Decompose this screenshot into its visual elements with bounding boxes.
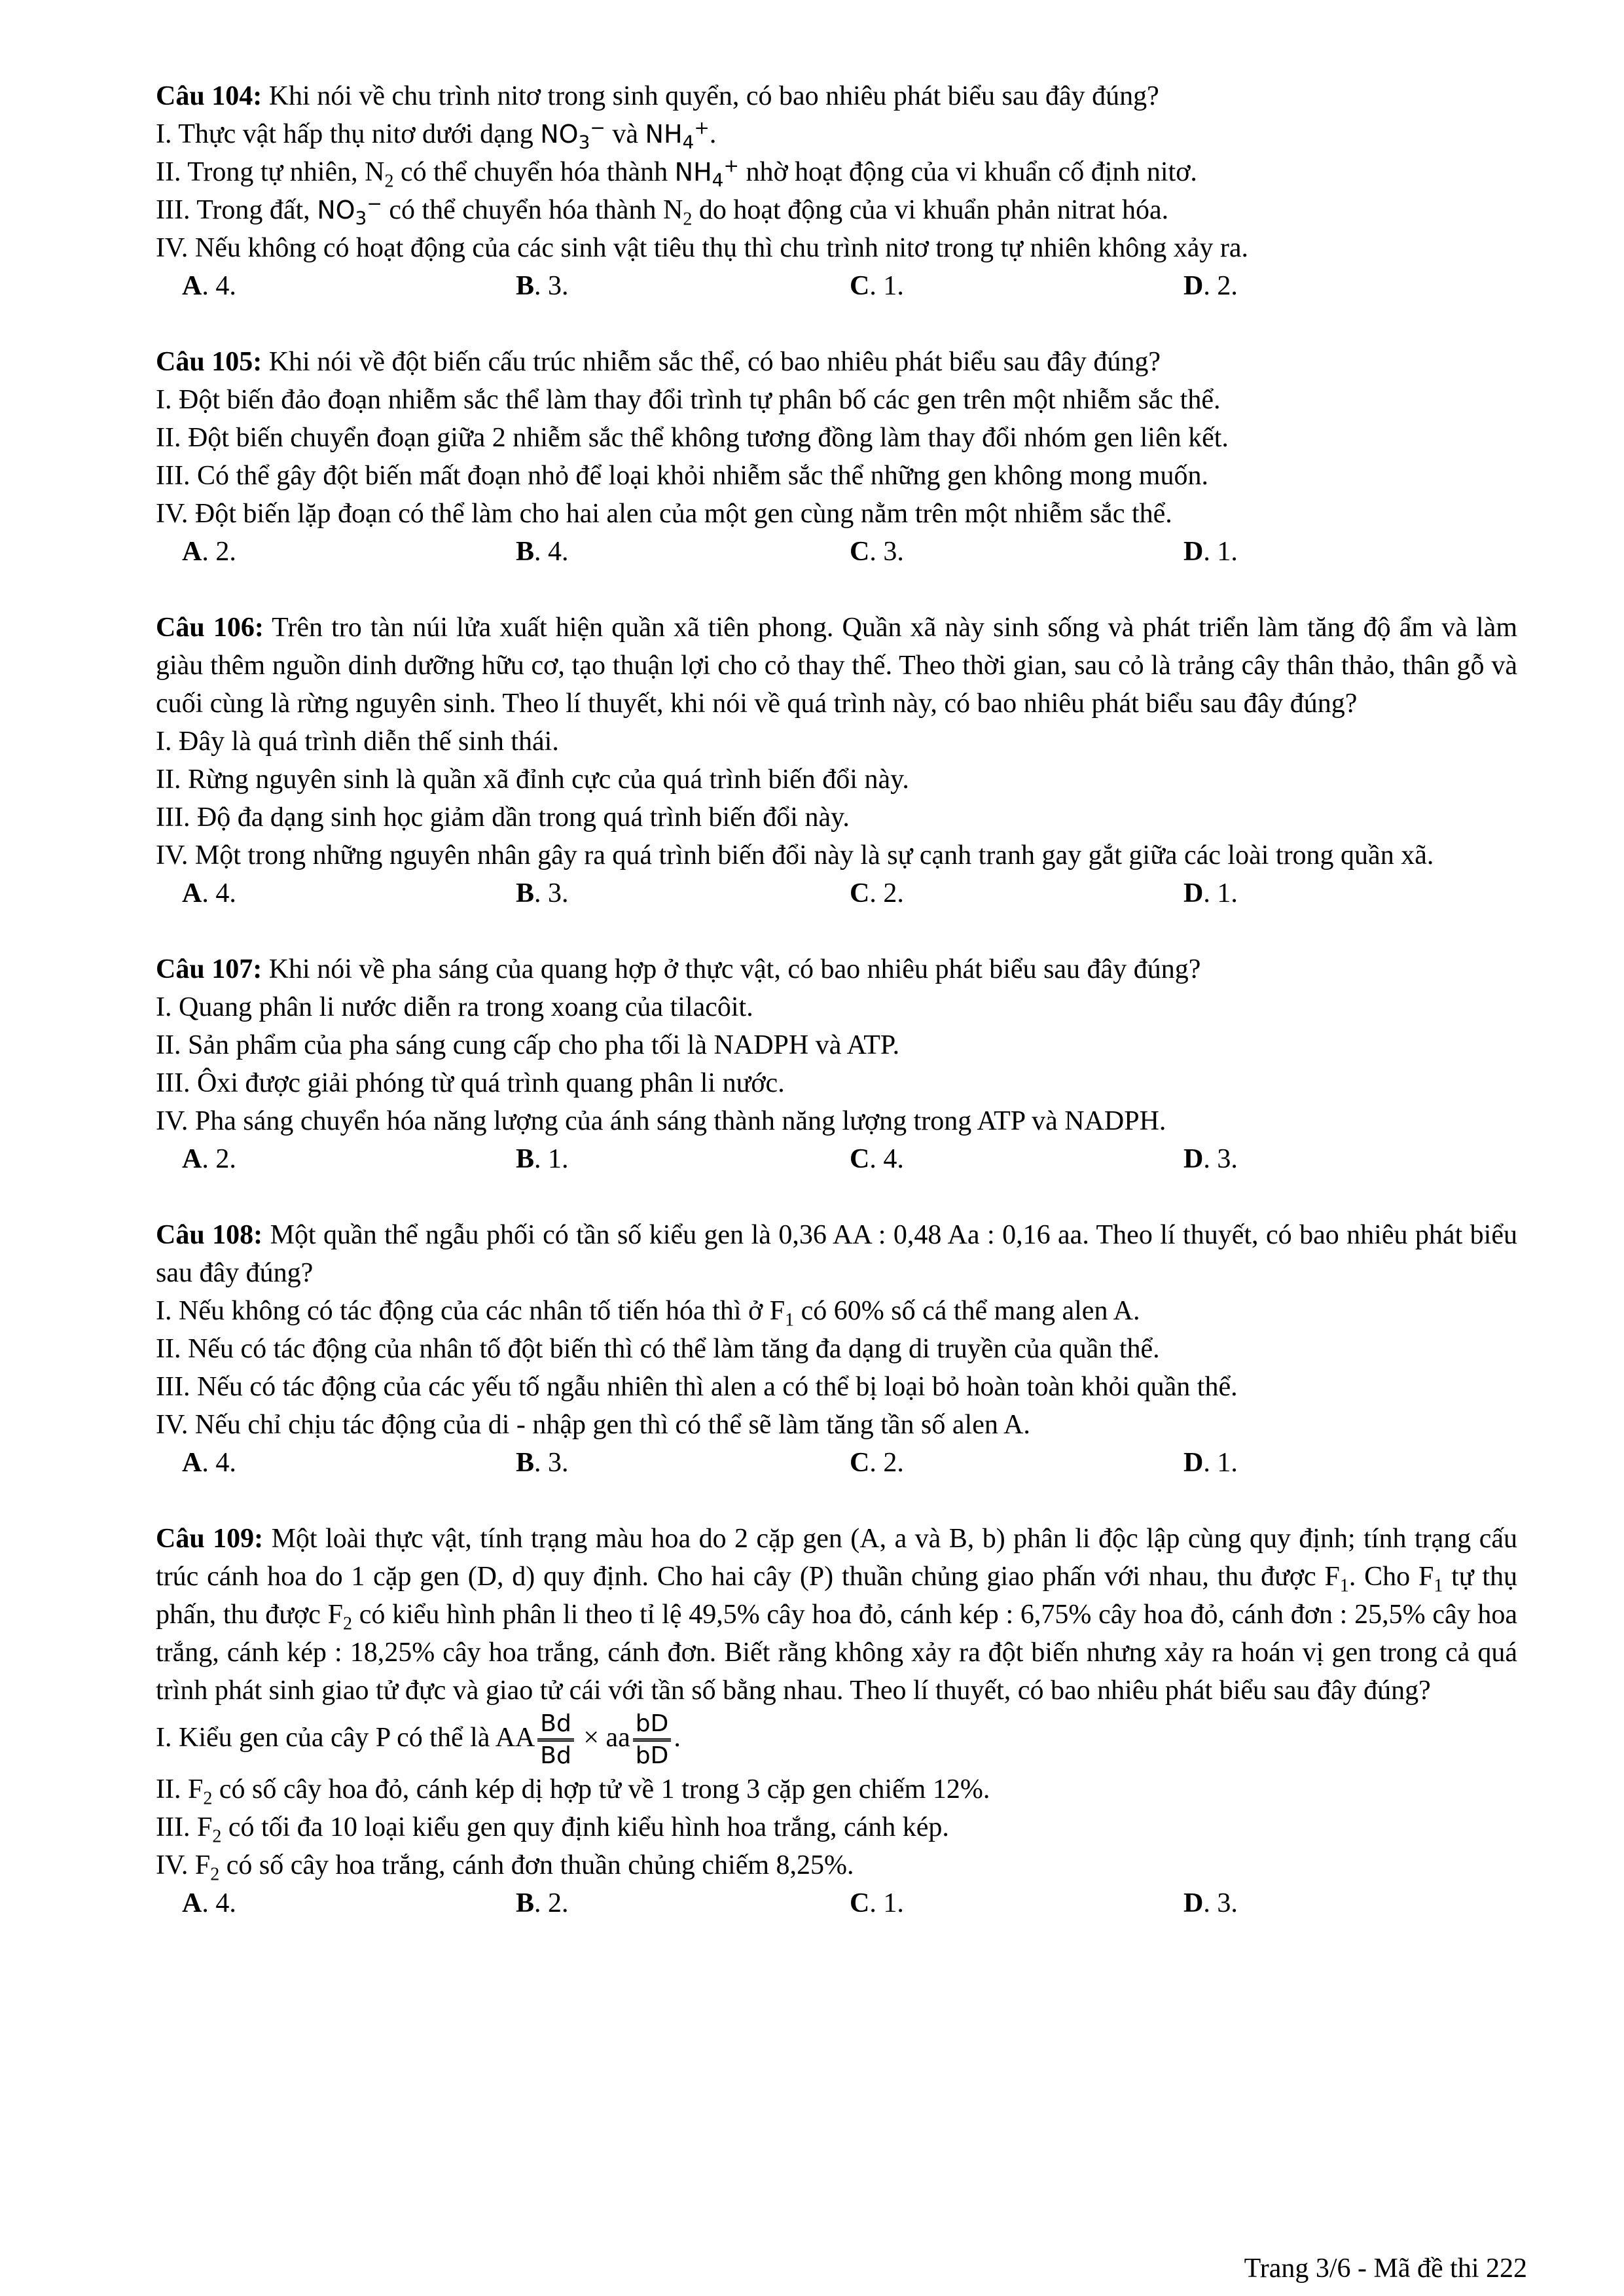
- option-c[interactable]: C. 3.: [850, 537, 904, 567]
- question-106: [156, 609, 1517, 912]
- statement-3: III. Trong đất, $NO_3^-$ có thể chuyển hóa thành $N_2$ do hoạt động của vi khuẩn phản nitrat hóa.: [156, 192, 1169, 230]
- genotype-fraction: $\frac{bD}{bD}$: [633, 1710, 672, 1770]
- option-a[interactable]: A. 4.: [182, 878, 236, 908]
- option-a[interactable]: A. 4.: [182, 1888, 236, 1918]
- question-stem: Câu 107: Khi nói về pha sáng của quang hợp ở thực vật, có bao nhiêu phát biểu sau đây đúng?: [156, 954, 1201, 984]
- option-b[interactable]: B. 3.: [516, 1448, 569, 1478]
- option-d[interactable]: D. 1.: [1183, 537, 1238, 567]
- statement-3: III. Có thể gây đột biến mất đoạn nhỏ để loại khỏi nhiễm sắc thể những gen không mong muốn.: [156, 461, 1208, 491]
- statement-2: II. Sản phẩm của pha sáng cung cấp cho pha tối là NADPH và ATP.: [156, 1030, 900, 1060]
- question-105: [156, 343, 1517, 571]
- question-stem: Câu 109: Một loài thực vật, tính trạng màu hoa do 2 cặp gen (A, a và B, b) phân li độc lập cùng quy định; tính trạng cấu trúc cánh hoa do 1 cặp gen (D, d) quy định. Cho hai cây (P) thuần chủng giao phấn với nhau, thu được $F_1$. Cho $F_1$ tự thụ phấn, thu được $F_2$ có kiểu hình phân li theo tỉ lệ 49,5% cây hoa đỏ, cánh kép : 6,75% cây hoa đỏ, cánh đơn : 25,5% cây hoa trắng, cánh kép : 18,25% cây hoa trắng, cánh đơn. Biết rằng không xảy ra đột biến nhưng xảy ra hoán vị gen trong cả quá trình phát sinh giao tử đực và giao tử cái với tần số bằng nhau. Theo lí thuyết, có bao nhiêu phát biểu sau đây đúng?: [156, 1524, 1518, 1706]
- answer-options: [156, 1884, 1517, 1922]
- statement-3: III. Độ đa dạng sinh học giảm dần trong quá trình biến đổi này.: [156, 802, 850, 833]
- option-a[interactable]: A. 4.: [182, 1448, 236, 1478]
- statement-1: I. Nếu không có tác động của các nhân tố tiến hóa thì ở $F_1$ có 60% số cá thể mang alen A.: [156, 1296, 1140, 1331]
- answer-options: [156, 874, 1517, 912]
- option-d[interactable]: D. 1.: [1183, 878, 1238, 908]
- answer-options: [156, 267, 1517, 305]
- question-108: [156, 1216, 1517, 1482]
- question-number: Câu 109:: [156, 1524, 264, 1554]
- option-d[interactable]: D. 2.: [1183, 271, 1238, 301]
- statement-3: III. $F_2$ có tối đa 10 loại kiểu gen quy định kiểu hình hoa trắng, cánh kép.: [156, 1812, 949, 1847]
- option-d[interactable]: D. 3.: [1183, 1888, 1238, 1918]
- option-b[interactable]: B. 3.: [516, 271, 569, 301]
- question-104: [156, 77, 1517, 305]
- option-d[interactable]: D. 3.: [1183, 1144, 1238, 1174]
- option-c[interactable]: C. 2.: [850, 1448, 904, 1478]
- option-b[interactable]: B. 1.: [516, 1144, 569, 1174]
- option-c[interactable]: C. 4.: [850, 1144, 904, 1174]
- option-b[interactable]: B. 3.: [516, 878, 569, 908]
- statement-3: III. Nếu có tác động của các yếu tố ngẫu nhiên thì alen a có thể bị loại bỏ hoàn toàn khỏi quần thể.: [156, 1372, 1238, 1402]
- answer-options: [156, 1444, 1517, 1482]
- option-a[interactable]: A. 2.: [182, 1144, 236, 1174]
- statement-2: II. $F_2$ có số cây hoa đỏ, cánh kép dị hợp tử về 1 trong 3 cặp gen chiếm 12%.: [156, 1774, 990, 1809]
- statement-2: II. Trong tự nhiên, $N_2$ có thể chuyển hóa thành $NH_4^+$ nhờ hoạt động của vi khuẩn cố định nitơ.: [156, 154, 1197, 192]
- exam-page: [156, 77, 1517, 1960]
- option-b[interactable]: B. 4.: [516, 537, 569, 567]
- statement-4: IV. Nếu không có hoạt động của các sinh vật tiêu thụ thì chu trình nitơ trong tự nhiên không xảy ra.: [156, 233, 1249, 263]
- question-stem: Câu 108: Một quần thể ngẫu phối có tần số kiểu gen là 0,36 AA : 0,48 Aa : 0,16 aa. Theo lí thuyết, có bao nhiêu phát biểu sau đây đúng?: [156, 1220, 1517, 1288]
- question-number: Câu 106:: [156, 613, 264, 643]
- statement-4: IV. Nếu chỉ chịu tác động của di - nhập gen thì có thể sẽ làm tăng tần số alen A.: [156, 1410, 1030, 1440]
- statement-1: I. Kiểu gen của cây P có thể là AA $\frac{Bd}{Bd}$ × aa $\frac{bD}{bD}$ .: [156, 1710, 681, 1769]
- question-number: Câu 107:: [156, 954, 262, 984]
- statement-4: IV. Một trong những nguyên nhân gây ra quá trình biến đổi này là sự cạnh tranh gay gắt giữa các loài trong quần xã.: [156, 840, 1434, 870]
- option-b[interactable]: B. 2.: [516, 1888, 569, 1918]
- statement-2: II. Đột biến chuyển đoạn giữa 2 nhiễm sắc thể không tương đồng làm thay đổi nhóm gen liên kết.: [156, 423, 1229, 453]
- ammonium-formula: $NH_4^+$: [645, 117, 710, 153]
- statement-4: IV. Pha sáng chuyển hóa năng lượng của ánh sáng thành năng lượng trong ATP và NADPH.: [156, 1106, 1166, 1136]
- statement-1: I. Đây là quá trình diễn thế sinh thái.: [156, 726, 559, 757]
- statement-1: I. Quang phân li nước diễn ra trong xoang của tilacôit.: [156, 992, 753, 1022]
- statement-4: IV. Đột biến lặp đoạn có thể làm cho hai alen của một gen cùng nằm trên một nhiễm sắc thể.: [156, 499, 1172, 529]
- ammonium-formula: $NH_4^+$: [674, 154, 739, 191]
- nitrate-formula: $NO_3^-$: [317, 192, 382, 229]
- statement-1: I. Thực vật hấp thụ nitơ dưới dạng $NO_3^-$ và $NH_4^+$.: [156, 117, 717, 153]
- question-109: [156, 1520, 1517, 1922]
- question-stem: Câu 105: Khi nói về đột biến cấu trúc nhiễm sắc thể, có bao nhiêu phát biểu sau đây đúng?: [156, 347, 1161, 377]
- answer-options: [156, 1140, 1517, 1178]
- statement-2: II. Nếu có tác động của nhân tố đột biến thì có thể làm tăng đa dạng di truyền của quần thể.: [156, 1334, 1160, 1364]
- question-number: Câu 108:: [156, 1220, 263, 1250]
- question-stem: Câu 106: Trên tro tàn núi lửa xuất hiện quần xã tiên phong. Quần xã này sinh sống và phát triển làm tăng độ ẩm và làm giàu thêm nguồn dinh dưỡng hữu cơ, tạo thuận lợi cho cỏ thay thế. Theo thời gian, sau cỏ là trảng cây thân thảo, thân gỗ và cuối cùng là rừng nguyên sinh. Theo lí thuyết, khi nói về quá trình này, có bao nhiêu phát biểu sau đây đúng?: [156, 613, 1517, 719]
- page-footer: Trang 3/6 - Mã đề thi 222: [1244, 2253, 1527, 2284]
- option-c[interactable]: C. 1.: [850, 271, 904, 301]
- statement-2: II. Rừng nguyên sinh là quần xã đỉnh cực của quá trình biến đổi này.: [156, 764, 909, 795]
- genotype-fraction: $\frac{Bd}{Bd}$: [537, 1710, 574, 1770]
- option-c[interactable]: C. 2.: [850, 878, 904, 908]
- question-stem: Câu 104: Khi nói về chu trình nitơ trong sinh quyển, có bao nhiêu phát biểu sau đây đúng?: [156, 81, 1159, 111]
- option-d[interactable]: D. 1.: [1183, 1448, 1238, 1478]
- question-number: Câu 105:: [156, 347, 262, 377]
- question-107: [156, 950, 1517, 1178]
- statement-4: IV. $F_2$ có số cây hoa trắng, cánh đơn thuần chủng chiếm 8,25%.: [156, 1850, 854, 1885]
- question-number: Câu 104:: [156, 81, 262, 111]
- answer-options: [156, 533, 1517, 571]
- option-a[interactable]: A. 2.: [182, 537, 236, 567]
- option-c[interactable]: C. 1.: [850, 1888, 904, 1918]
- nitrate-formula: $NO_3^-$: [540, 117, 605, 153]
- option-a[interactable]: A. 4.: [182, 271, 236, 301]
- statement-3: III. Ôxi được giải phóng từ quá trình quang phân li nước.: [156, 1068, 785, 1098]
- statement-1: I. Đột biến đảo đoạn nhiễm sắc thể làm thay đổi trình tự phân bố các gen trên một nhiễm sắc thể.: [156, 385, 1221, 415]
